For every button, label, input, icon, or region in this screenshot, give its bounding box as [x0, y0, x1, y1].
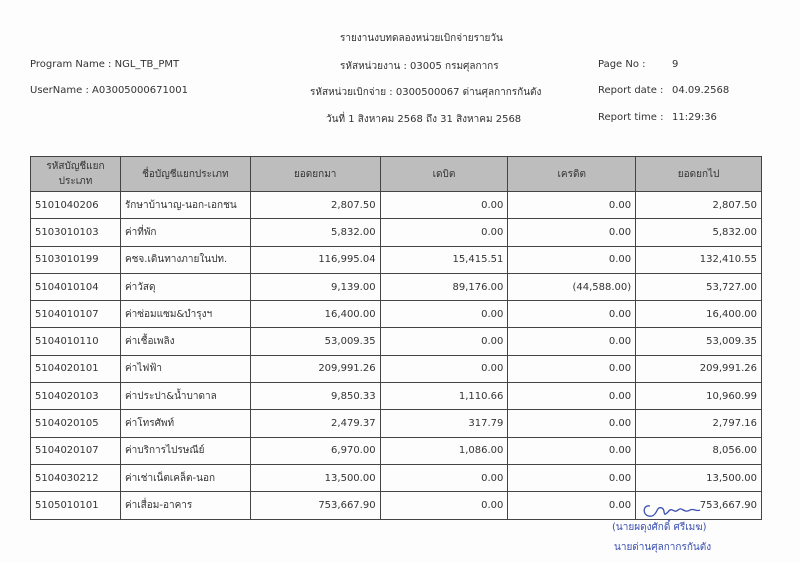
brought-forward-cell: 2,807.50 [250, 192, 380, 219]
page-value: 9 [672, 59, 679, 70]
credit-cell: 0.00 [508, 301, 636, 328]
signature-mark [640, 498, 710, 522]
credit-cell: 0.00 [508, 492, 636, 519]
debit-cell: 0.00 [380, 219, 508, 246]
carried-forward-cell: 10,960.99 [636, 383, 762, 410]
date-label: Report date : [598, 85, 664, 96]
credit-cell: 0.00 [508, 328, 636, 355]
debit-cell: 0.00 [380, 464, 508, 491]
account-code-cell: 5104020107 [31, 437, 121, 464]
date-value: 04.09.2568 [672, 85, 730, 96]
carried-forward-cell: 13,500.00 [636, 464, 762, 491]
brought-forward-cell: 9,850.33 [250, 383, 380, 410]
column-header: รหัสบัญชีแยกประเภท [31, 157, 121, 192]
table-row [31, 410, 762, 437]
trial-balance-table [30, 156, 762, 520]
account-name-cell: ค่าที่พัก [120, 219, 250, 246]
brought-forward-cell: 16,400.00 [250, 301, 380, 328]
account-name-cell: ค่าบริการไปรษณีย์ [120, 437, 250, 464]
column-header: เครดิต [508, 157, 636, 192]
account-code-cell: 5103010103 [31, 219, 121, 246]
debit-cell: 0.00 [380, 301, 508, 328]
carried-forward-cell: 2,797.16 [636, 410, 762, 437]
carried-forward-cell: 8,056.00 [636, 437, 762, 464]
table-row [31, 301, 762, 328]
carried-forward-cell: 753,667.90 [636, 492, 762, 519]
account-name-cell: ค่าประปา&น้ำบาดาล [120, 383, 250, 410]
signatory-position: นายด่านศุลกากรกันตัง [614, 542, 712, 553]
brought-forward-cell: 13,500.00 [250, 464, 380, 491]
carried-forward-cell: 2,807.50 [636, 192, 762, 219]
account-name-cell: ค่าเช่าเน็ตเคล็ต-นอก [120, 464, 250, 491]
report-title: รายงานงบทดลองหน่วยเบิกจ่ายรายวัน [340, 33, 503, 44]
credit-cell: 0.00 [508, 437, 636, 464]
credit-cell: 0.00 [508, 192, 636, 219]
brought-forward-cell: 9,139.00 [250, 273, 380, 300]
account-name-cell: ค่าวัสดุ [120, 273, 250, 300]
column-header: ยอดยกมา [250, 157, 380, 192]
account-code-cell: 5104030212 [31, 464, 121, 491]
column-header: เดบิต [380, 157, 508, 192]
username: UserName : A03005000671001 [30, 85, 188, 96]
table-row [31, 464, 762, 491]
table-row [31, 437, 762, 464]
brought-forward-cell: 209,991.26 [250, 355, 380, 382]
time-label: Report time : [598, 112, 664, 123]
account-code-cell: 5104010104 [31, 273, 121, 300]
account-name-cell: ค่าซ่อมแซม&บำรุงฯ [120, 301, 250, 328]
program-name: Program Name : NGL_TB_PMT [30, 59, 180, 70]
account-name-cell: ค่าเชื้อเพลิง [120, 328, 250, 355]
carried-forward-cell: 53,727.00 [636, 273, 762, 300]
credit-cell: 0.00 [508, 355, 636, 382]
credit-cell: 0.00 [508, 383, 636, 410]
agency-code: รหัสหน่วยงาน : 03005 กรมศุลกากร [340, 61, 499, 72]
credit-cell: 0.00 [508, 410, 636, 437]
brought-forward-cell: 116,995.04 [250, 246, 380, 273]
table-row [31, 219, 762, 246]
brought-forward-cell: 6,970.00 [250, 437, 380, 464]
debit-cell: 0.00 [380, 492, 508, 519]
carried-forward-cell: 5,832.00 [636, 219, 762, 246]
account-name-cell: ค่าโทรศัพท์ [120, 410, 250, 437]
carried-forward-cell: 209,991.26 [636, 355, 762, 382]
account-code-cell: 5103010199 [31, 246, 121, 273]
debit-cell: 1,110.66 [380, 383, 508, 410]
signatory-name: (นายผดุงศักดิ์ ศรีเมฆ) [612, 522, 707, 533]
brought-forward-cell: 53,009.35 [250, 328, 380, 355]
account-code-cell: 5104010110 [31, 328, 121, 355]
credit-cell: 0.00 [508, 219, 636, 246]
table-row [31, 192, 762, 219]
page-label: Page No : [598, 59, 646, 70]
carried-forward-cell: 53,009.35 [636, 328, 762, 355]
account-code-cell: 5104010107 [31, 301, 121, 328]
account-code-cell: 5104020101 [31, 355, 121, 382]
table-row [31, 355, 762, 382]
debit-cell: 1,086.00 [380, 437, 508, 464]
account-name-cell: รักษาบ้านาญ-นอก-เอกชน [120, 192, 250, 219]
credit-cell: (44,588.00) [508, 273, 636, 300]
credit-cell: 0.00 [508, 246, 636, 273]
column-header: ชื่อบัญชีแยกประเภท [120, 157, 250, 192]
account-code-cell: 5104020105 [31, 410, 121, 437]
carried-forward-cell: 132,410.55 [636, 246, 762, 273]
time-value: 11:29:36 [672, 112, 717, 123]
column-header: ยอดยกไป [636, 157, 762, 192]
debit-cell: 0.00 [380, 192, 508, 219]
brought-forward-cell: 2,479.37 [250, 410, 380, 437]
carried-forward-cell: 16,400.00 [636, 301, 762, 328]
account-code-cell: 5105010101 [31, 492, 121, 519]
debit-cell: 0.00 [380, 355, 508, 382]
credit-cell: 0.00 [508, 464, 636, 491]
account-name-cell: คชจ.เดินทางภายในปท. [120, 246, 250, 273]
debit-cell: 0.00 [380, 328, 508, 355]
brought-forward-cell: 753,667.90 [250, 492, 380, 519]
account-code-cell: 5101040206 [31, 192, 121, 219]
table-row [31, 328, 762, 355]
debit-cell: 317.79 [380, 410, 508, 437]
disbursing-unit: รหัสหน่วยเบิกจ่าย : 0300500067 ด่านศุลกากรกันตัง [310, 87, 542, 98]
table-row [31, 246, 762, 273]
report-period: วันที่ 1 สิงหาคม 2568 ถึง 31 สิงหาคม 2568 [326, 114, 522, 125]
table-row [31, 383, 762, 410]
brought-forward-cell: 5,832.00 [250, 219, 380, 246]
account-name-cell: ค่าเสื่อม-อาคาร [120, 492, 250, 519]
debit-cell: 89,176.00 [380, 273, 508, 300]
account-code-cell: 5104020103 [31, 383, 121, 410]
account-name-cell: ค่าไฟฟ้า [120, 355, 250, 382]
table-row [31, 273, 762, 300]
debit-cell: 15,415.51 [380, 246, 508, 273]
